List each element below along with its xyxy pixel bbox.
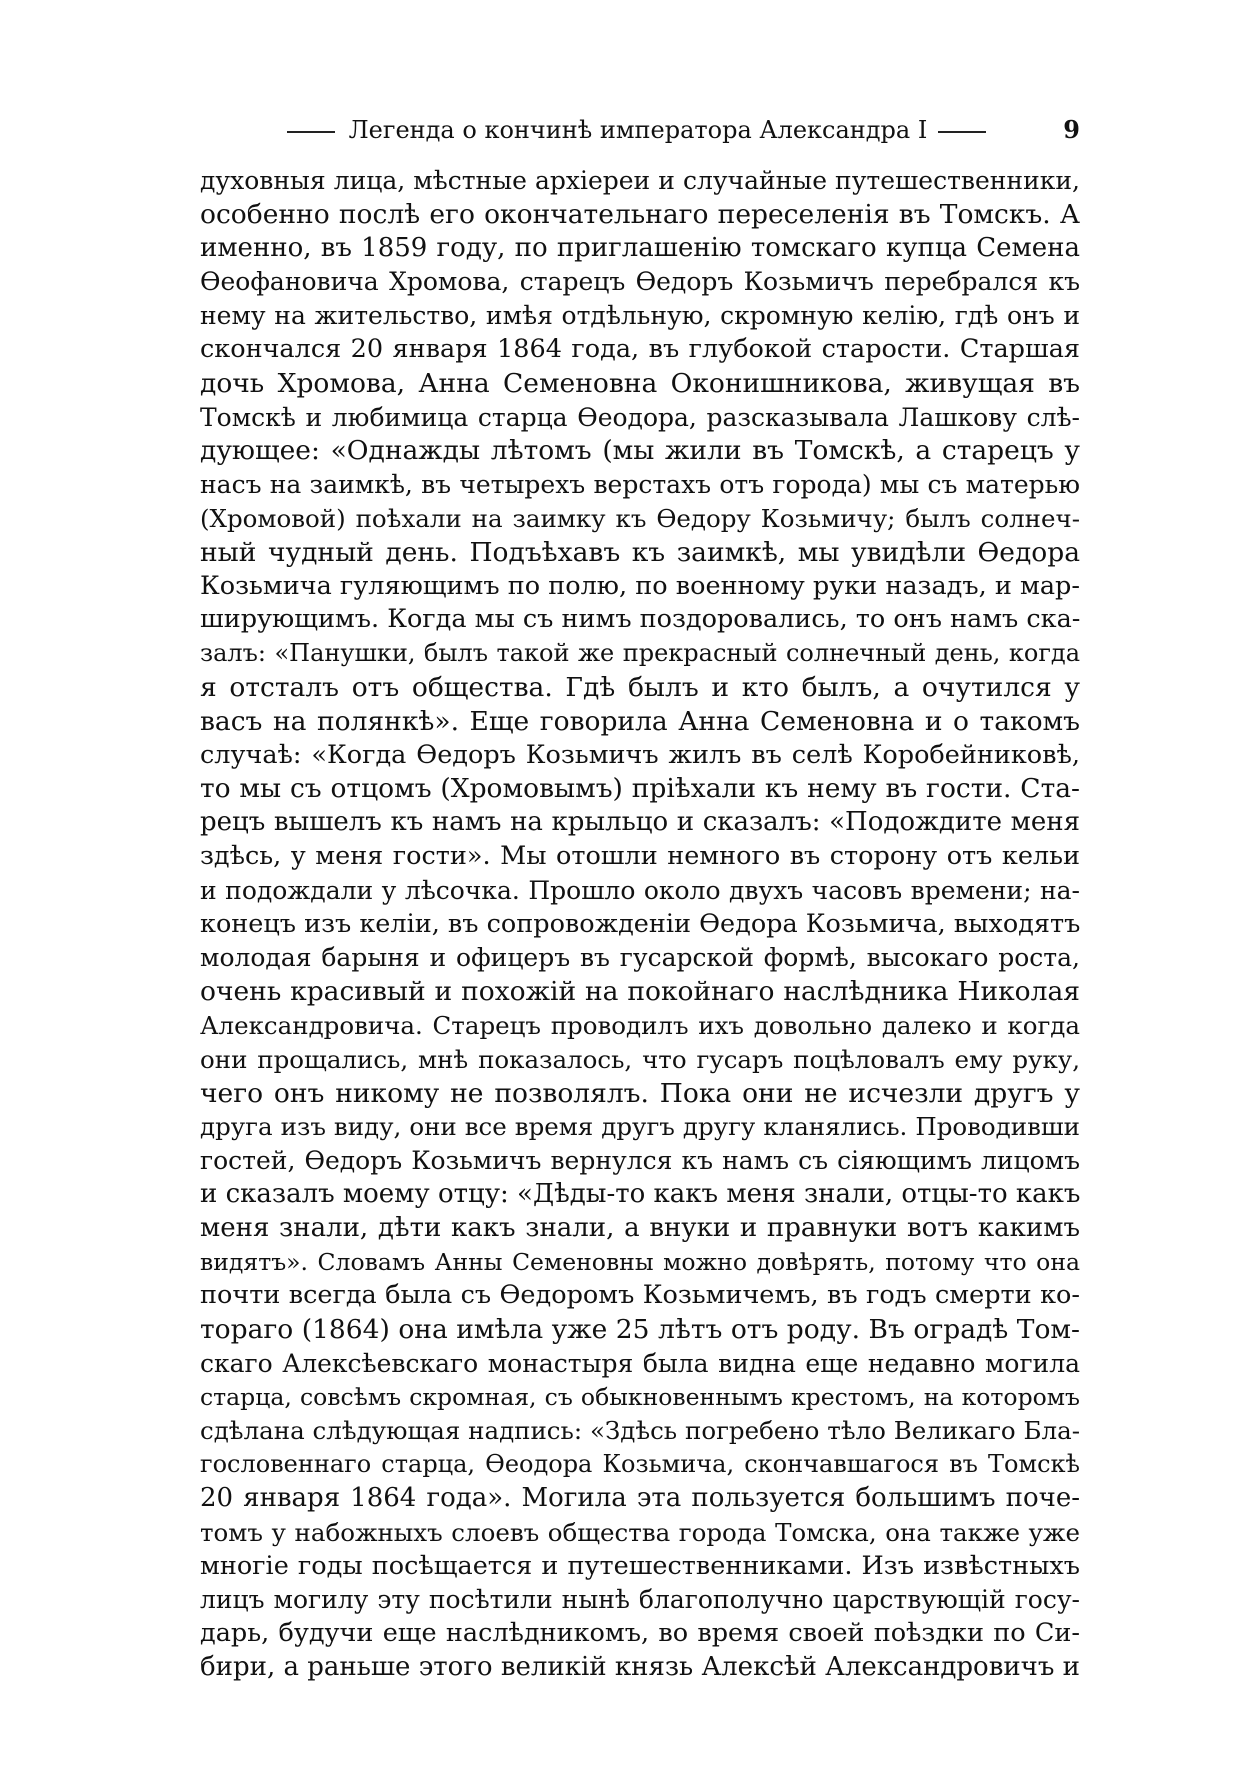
text-line: здѣсь, у меня гости». Мы отошли немного въ сторону отъ кельи [200, 840, 1080, 871]
text-line: Томскѣ и любимица старца Ѳеодора, разсказывала Лашкову слѣ- [200, 402, 1080, 432]
text-line: Козьмича гуляющимъ по полю, по военному руки назадъ, и мар- [200, 570, 1080, 601]
running-title: Легенда о кончинѣ императора Александра I [348, 116, 928, 144]
text-line: тораго (1864) она имѣла уже 25 лѣтъ отъ роду. Въ оградѣ Том- [200, 1314, 1080, 1346]
text-line: видятъ». Словамъ Анны Семеновны можно довѣрять, потому что она [200, 1247, 1080, 1276]
text-line: рецъ вышелъ къ намъ на крыльцо и сказалъ: «Подождите меня [200, 807, 1080, 838]
text-line: я отсталъ отъ общества. Гдѣ былъ и кто былъ, а очутился у [200, 671, 1080, 703]
text-line: сдѣлана слѣдующая надпись: «Здѣсь погребено тѣло Великаго Бла- [200, 1416, 1080, 1446]
text-line: почти всегда была съ Ѳедоромъ Козьмичемъ, въ годъ смерти ко- [200, 1280, 1080, 1311]
text-line: скончался 20 января 1864 года, въ глубокой старости. Старшая [200, 333, 1080, 364]
text-line: васъ на полянкѣ». Еще говорила Анна Семеновна и о такомъ [200, 705, 1080, 737]
text-line: гословеннаго старца, Ѳеодора Козьмича, скончавшагося въ Томскѣ [200, 1450, 1080, 1479]
text-line: гостей, Ѳедоръ Козьмичъ вернулся къ намъ съ сіяющимъ лицомъ [200, 1146, 1080, 1176]
text-line: молодая барыня и офицеръ въ гусарской формѣ, высокаго роста, [200, 943, 1080, 973]
text-line: лицъ могилу эту посѣтили нынѣ благополучно царствующій госу- [200, 1585, 1080, 1615]
text-line: и сказалъ моему отцу: «Дѣды-то какъ меня знали, отцы-то какъ [200, 1178, 1080, 1209]
running-header [200, 110, 1080, 150]
text-line: то мы съ отцомъ (Хромовымъ) пріѣхали къ нему въ гости. Ста- [200, 773, 1080, 805]
text-line: Александровича. Старецъ проводилъ ихъ довольно далеко и когда [200, 1010, 1080, 1040]
text-line: томъ у набожныхъ слоевъ общества города Томска, она также уже [200, 1517, 1080, 1547]
text-line: дочь Хромова, Анна Семеновна Оконишникова, живущая въ [200, 367, 1080, 399]
text-line: старца, совсѣмъ скромная, съ обыкновеннымъ крестомъ, на которомъ [200, 1382, 1080, 1411]
page-number: 9 [1063, 115, 1080, 144]
text-line: ный чудный день. Подъѣхавъ къ заимкѣ, мы увидѣли Ѳедора [200, 536, 1080, 568]
text-line: чего онъ никому не позволялъ. Пока они не исчезли другъ у [200, 1077, 1080, 1109]
text-line: друга изъ виду, они все время другъ другу кланялись. Проводивши [200, 1112, 1080, 1142]
document-page [200, 110, 1080, 1685]
header-rule-left [287, 131, 335, 133]
text-line: бири, а раньше этого великій князь Алексѣй Александровичъ и [200, 1652, 1080, 1683]
text-line: конецъ изъ келіи, въ сопровожденіи Ѳедора Козьмича, выходятъ [200, 908, 1080, 939]
body-text [200, 164, 1080, 1685]
text-line: именно, въ 1859 году, по приглашенію томскаго купца Семена [200, 232, 1080, 263]
text-line: особенно послѣ его окончательнаго переселенія въ Томскъ. А [200, 198, 1080, 230]
text-line: многіе годы посѣщается и путешественниками. Изъ извѣстныхъ [200, 1550, 1080, 1581]
text-line: дующее: «Однажды лѣтомъ (мы жили въ Томскѣ, а старецъ у [200, 435, 1080, 467]
text-line: меня знали, дѣти какъ знали, а внуки и правнуки вотъ какимъ [200, 1212, 1080, 1243]
text-line: (Хромовой) поѣхали на заимку къ Ѳедору Козьмичу; былъ солнеч- [200, 503, 1080, 533]
text-line: и подождали у лѣсочка. Прошло около двухъ часовъ времени; на- [200, 875, 1080, 905]
text-line: 20 января 1864 года». Могила эта пользуется большимъ поче- [200, 1483, 1080, 1514]
text-line: случаѣ: «Когда Ѳедоръ Козьмичъ жилъ въ селѣ Коробейниковѣ, [200, 739, 1080, 770]
text-line: дарь, будучи еще наслѣдникомъ, во время своей поѣздки по Си- [200, 1618, 1080, 1649]
text-line: ширующимъ. Когда мы съ нимъ поздоровались, то онъ намъ ска- [200, 604, 1080, 635]
text-line: они прощались, мнѣ показалось, что гусаръ поцѣловалъ ему руку, [200, 1044, 1080, 1074]
text-line: скаго Алексѣевскаго монастыря была видна еще недавно могила [200, 1348, 1080, 1378]
text-line: очень красивый и похожій на покойнаго наслѣдника Николая [200, 976, 1080, 1008]
text-line: насъ на заимкѣ, въ четырехъ верстахъ отъ города) мы съ матерью [200, 470, 1080, 500]
text-line: залъ: «Панушки, былъ такой же прекрасный солнечный день, когда [200, 639, 1080, 668]
text-line: духовныя лица, мѣстные архіереи и случайные путешественники, [200, 166, 1080, 195]
header-rule-right [938, 131, 986, 133]
text-line: нему на жительство, имѣя отдѣльную, скромную келію, гдѣ онъ и [200, 301, 1080, 331]
text-line: Ѳеофановича Хромова, старецъ Ѳедоръ Козьмичъ перебрался къ [200, 267, 1080, 297]
